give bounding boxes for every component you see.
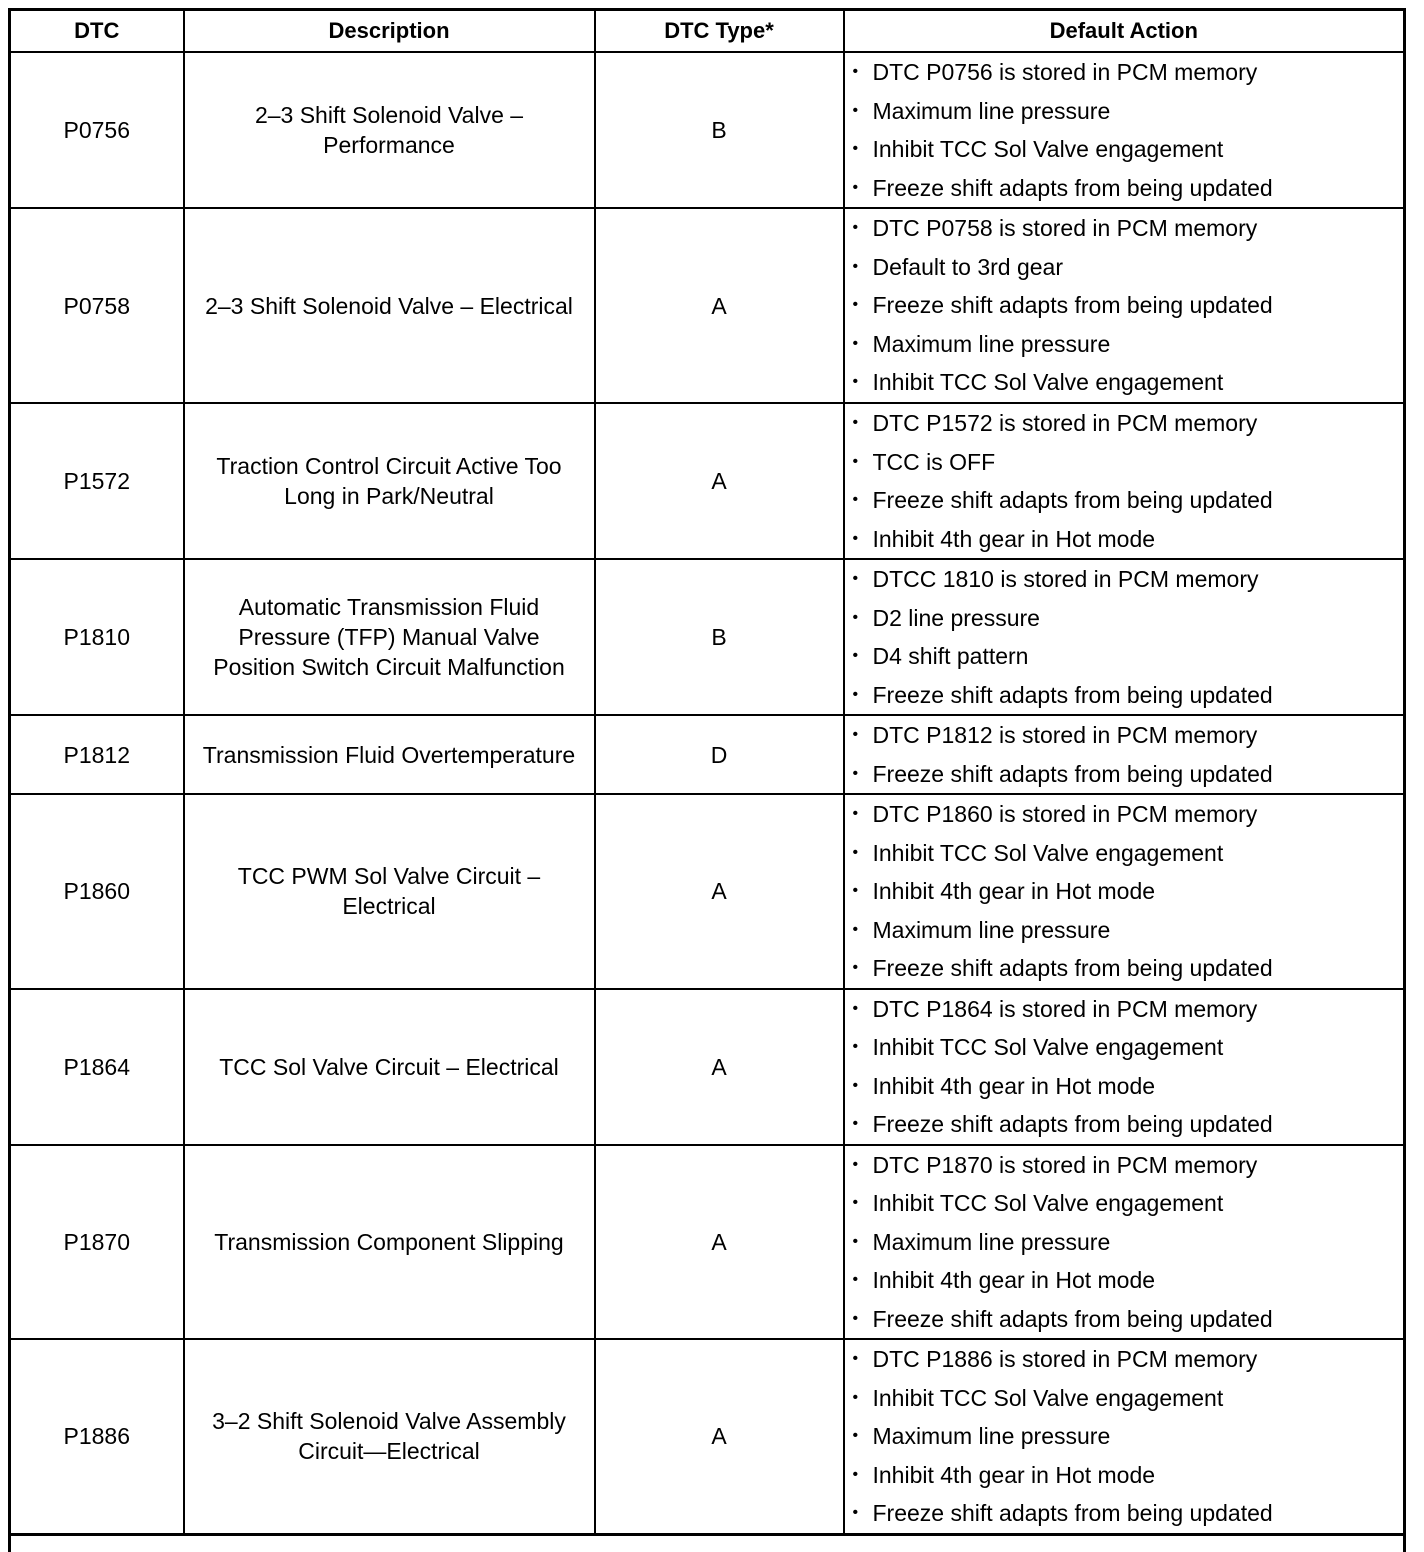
header-dtc: DTC [10,10,184,53]
action-item: • Freeze shift adapts from being updated [873,676,1404,715]
dtc-type-cell: A [595,403,844,559]
action-item: • D4 shift pattern [873,637,1404,676]
dtc-code-cell: P1812 [10,715,184,794]
action-item: • Inhibit 4th gear in Hot mode [873,1261,1404,1300]
action-item: • Inhibit 4th gear in Hot mode [873,872,1404,911]
default-action-cell [844,794,1405,989]
dtc-code-cell: P1870 [10,1145,184,1340]
dtc-type-cell: A [595,989,844,1145]
dtc-type-cell: A [595,208,844,403]
action-list [873,404,1404,558]
action-item: • TCC is OFF [873,443,1404,482]
action-list [873,716,1404,793]
action-item: • DTC P1860 is stored in PCM memory [873,795,1404,834]
default-action-cell [844,559,1405,715]
dtc-type-cell: A [595,1145,844,1340]
action-list [873,1146,1404,1339]
table-row [10,403,1405,559]
action-item: • DTC P1812 is stored in PCM memory [873,716,1404,755]
action-item: • Inhibit 4th gear in Hot mode [873,1067,1404,1106]
dtc-type-cell: B [595,559,844,715]
table-row [10,1145,1405,1340]
action-item: • Maximum line pressure [873,1417,1404,1456]
dtc-code-cell: P1860 [10,794,184,989]
action-item: • Freeze shift adapts from being updated [873,169,1404,208]
action-item: • Maximum line pressure [873,911,1404,950]
action-item: • Inhibit 4th gear in Hot mode [873,1456,1404,1495]
table-row [10,715,1405,794]
action-list [873,560,1404,714]
dtc-code-cell: P0758 [10,208,184,403]
action-item: • Default to 3rd gear [873,248,1404,287]
dtc-code-cell: P1572 [10,403,184,559]
default-action-cell [844,1339,1405,1534]
default-action-cell [844,715,1405,794]
header-description: Description [184,10,595,53]
dtc-code-cell: P1864 [10,989,184,1145]
default-action-cell [844,403,1405,559]
dtc-code-cell: P1810 [10,559,184,715]
action-item: • DTC P1870 is stored in PCM memory [873,1146,1404,1185]
default-action-cell [844,1145,1405,1340]
action-list [873,1340,1404,1533]
action-item: • Freeze shift adapts from being updated [873,949,1404,988]
dtc-type-cell: D [595,715,844,794]
table-row [10,794,1405,989]
action-item: • Freeze shift adapts from being updated [873,481,1404,520]
default-action-cell [844,989,1405,1145]
description-cell: 3–2 Shift Solenoid Valve Assembly Circuit—Electrical [184,1339,595,1534]
dtc-table [8,8,1406,1536]
description-cell: Automatic Transmission Fluid Pressure (TFP) Manual Valve Position Switch Circuit Malfunction [184,559,595,715]
table-footer-box [8,1522,1406,1552]
description-cell: TCC Sol Valve Circuit – Electrical [184,989,595,1145]
table-row [10,559,1405,715]
action-item: • Inhibit TCC Sol Valve engagement [873,1379,1404,1418]
action-item: • Inhibit TCC Sol Valve engagement [873,130,1404,169]
action-list [873,209,1404,402]
description-cell: Transmission Component Slipping [184,1145,595,1340]
action-list [873,795,1404,988]
action-item: • Freeze shift adapts from being updated [873,1494,1404,1533]
action-item: • Inhibit TCC Sol Valve engagement [873,1184,1404,1223]
dtc-code-cell: P1886 [10,1339,184,1534]
action-item: • Maximum line pressure [873,1223,1404,1262]
default-action-cell [844,208,1405,403]
action-item: • D2 line pressure [873,599,1404,638]
table-header-row [10,10,1405,53]
table-row [10,989,1405,1145]
description-cell: Transmission Fluid Overtemperature [184,715,595,794]
action-item: • Freeze shift adapts from being updated [873,1105,1404,1144]
action-item: • DTC P1572 is stored in PCM memory [873,404,1404,443]
action-item: • Inhibit TCC Sol Valve engagement [873,363,1404,402]
header-dtc-type: DTC Type* [595,10,844,53]
action-item: • Freeze shift adapts from being updated [873,755,1404,794]
dtc-type-cell: A [595,794,844,989]
action-item: • DTC P0758 is stored in PCM memory [873,209,1404,248]
action-item: • Inhibit TCC Sol Valve engagement [873,834,1404,873]
table-body [10,52,1405,1534]
action-item: • DTC P1886 is stored in PCM memory [873,1340,1404,1379]
action-item: • DTCC 1810 is stored in PCM memory [873,560,1404,599]
action-item: • Freeze shift adapts from being updated [873,1300,1404,1339]
action-item: • Maximum line pressure [873,92,1404,131]
description-cell: 2–3 Shift Solenoid Valve – Electrical [184,208,595,403]
action-list [873,990,1404,1144]
description-cell: TCC PWM Sol Valve Circuit – Electrical [184,794,595,989]
dtc-type-cell: A [595,1339,844,1534]
action-list [873,53,1404,207]
dtc-type-cell: B [595,52,844,208]
table-row [10,208,1405,403]
table-row [10,1339,1405,1534]
description-cell: 2–3 Shift Solenoid Valve – Performance [184,52,595,208]
description-cell: Traction Control Circuit Active Too Long in Park/Neutral [184,403,595,559]
action-item: • DTC P1864 is stored in PCM memory [873,990,1404,1029]
dtc-code-cell: P0756 [10,52,184,208]
action-item: • Inhibit TCC Sol Valve engagement [873,1028,1404,1067]
table-row [10,52,1405,208]
action-item: • DTC P0756 is stored in PCM memory [873,53,1404,92]
default-action-cell [844,52,1405,208]
action-item: • Maximum line pressure [873,325,1404,364]
header-default-action: Default Action [844,10,1405,53]
action-item: • Freeze shift adapts from being updated [873,286,1404,325]
action-item: • Inhibit 4th gear in Hot mode [873,520,1404,559]
